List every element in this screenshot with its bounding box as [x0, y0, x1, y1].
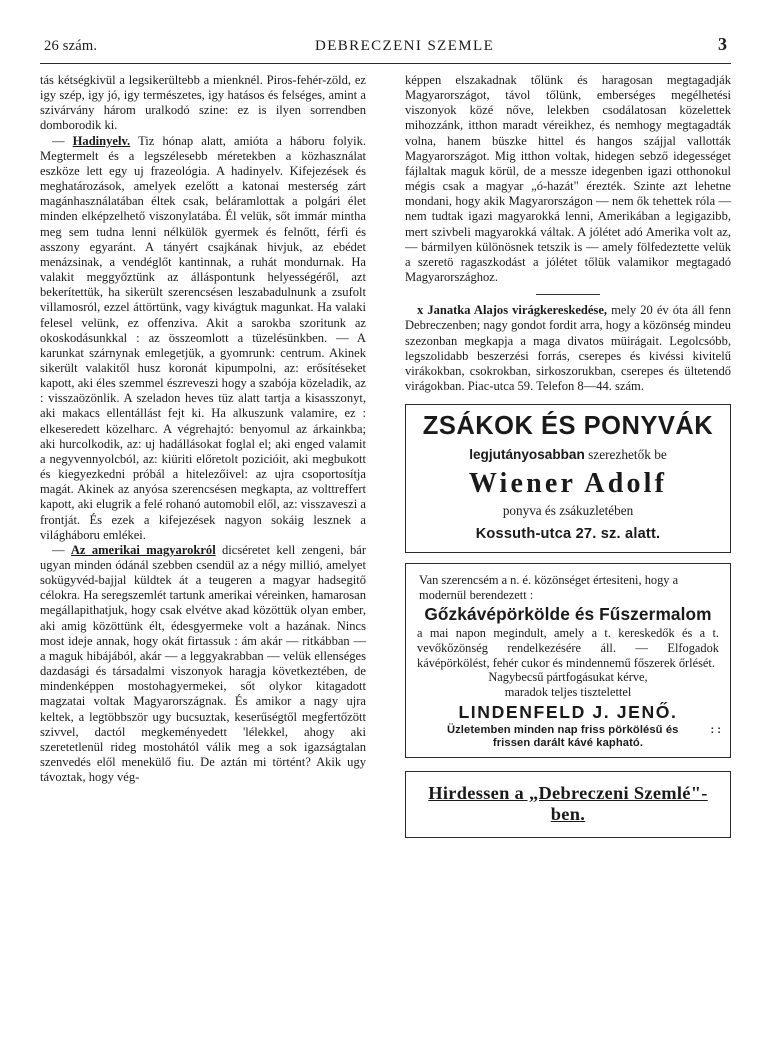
notice-body-janatka: mely 20 év óta áll fenn Debreczenben; nagy gondot fordit arra, hogy a közönség mindeu szezonban megkapja a maga divatos müirágait. Legolcsóbb, legszolidabb beszerzési forrás, cserepes és kivéssi kivitelű virákokban, csokrokban, sirkoszorukban, cserepes és ültetendő virágokban. Piac-utca 59. Telefon 8—44. szám.	[405, 303, 732, 393]
advertisement-hirdessen[interactable]	[405, 771, 731, 838]
paragraph-continued: tás kétségkivül a legsikerültebb a mienknél. Piros-fehér-zöld, ez igy szép, igy jó, igy természetes, igy hatásos és felséges, amint a szivárvány három uralkodó szine: ez is ilyen sorrendben domborodik ki.	[40, 73, 366, 133]
ad-tagline-rest: szerezhetők be	[588, 446, 667, 462]
column-container	[40, 73, 731, 1025]
ad-tagline	[412, 447, 724, 463]
ad-merchant-name: Wiener Adolf	[468, 467, 668, 499]
ad-closing-line-1: Nagybecsű pártfogásukat kérve,	[488, 670, 648, 685]
ad-body-text: a mai napon megindult, amely a t. kereskedők és a t. vevőkőzönség rendelkezésére áll. — Elfogadok kávépörkölést, fehér cukor és mindennemű főszerek őrlését.	[417, 626, 719, 670]
ad-headline-gozkave: Gőzkávépörkölde és Fűszermalom	[424, 604, 712, 625]
advertisement-zsakok-ponyvak[interactable]	[405, 404, 731, 553]
column-gutter	[379, 73, 392, 1025]
ad-footer-line-2: frissen darált kávé kapható.	[492, 737, 644, 750]
left-column	[40, 73, 379, 1025]
ad-intro-text: Van szerencsém a n. é. közönséget értesiteni, hogy a modernül berendezett :	[419, 573, 679, 602]
notice-lead-janatka: x Janatka Alajos virágkereskedése,	[417, 303, 608, 318]
article-lead-amerikai: Az amerikai magyarokról	[70, 542, 216, 557]
ad-body-gozkave	[415, 626, 721, 699]
article-hadinyelv	[40, 134, 366, 543]
ad-selfpromo-text: Hirdessen a „Debreczeni Szemlé"-ben.	[428, 783, 708, 825]
ad-closing-line-2: maradok teljes tisztelettel	[504, 684, 632, 699]
ad-merchant-address: Kossuth-utca 27. sz. alatt.	[475, 526, 661, 543]
issue-number: 26 szám.	[44, 38, 98, 54]
masthead	[40, 34, 731, 64]
article-amerikai-magyarokrol	[40, 543, 366, 786]
ad-footer-gozkave	[415, 724, 721, 750]
article-body-hadinyelv: Tiz hónap alatt, amióta a háboru folyik. Megtermelt és a legszélesebb méretekben a közhasználat eszköze lett egy uj frazeológia. A hadinyelv. Kifejezések és meghatározások, amelyek ezelőtt a katonai mesterség zárt magánhasználatában éltek csak, beláramlottak a polgári élet minden elképzelhető viszonylatába. Él velük, sőt immár mintha meg sem tudna lenni nélkülök gyermek és felnőtt, férfi és asszony egyaránt. A tányért csajkának hivjuk, az ebédet menázsinak, a vendéglőt kantinnak, a ruhát mondurnak. Ha valakit meggyőztünk az álláspontunk helyességéről, azt bekerítettük, ha sikerült szerencsésen leszabadulnunk a zsufolt villamosról, ezzel áttörtünk, vagy kivágtuk magunkat. Ha valaki felesel velünk, ez offenziva. Akit a sarokba szoritunk az okoskodásunkkal : az összeomlott a tüzelésünkben. — A karunkat szárnynak emlegetjük, a gyomrunk: centrum. Akinek sikerült valakitől husz koronát kipumpolni, az: erősítéseket kapott, aki éles szemmel észreveszi hogy a szabója közeladik, az : visszaözönlik. A szeladon heves tüz alatt tartja a kisasszonyt, aki makacs ellentállást fejt ki. Ha alkuszunk valamire, ez : elkeseredett közelharc. A végrehajtó: benyomul az árkainkba; aki hurcolkodik, az: uj hadállásokat foglal el; aki enged valamit a negyvennyolcból, az: kiüriti előretolt pozicióit, aki megbukott és kiegyezkedni próbál a hitelezőivel: az ujra csoportosítja magát. Akinek az anyósa szerencsésen megkapta, az volttreffert kapott, aki elugrik a felé rohanó automobil elől, az: visszaveszi a frontját. És ezek a kifejezések nagyon sokáig lesznek a világháboru emlékei.	[40, 133, 366, 542]
article-lead-hadinyelv: Hadinyelv.	[72, 133, 131, 148]
right-column	[392, 73, 731, 1025]
publication-title: DEBRECZENI SZEMLE	[314, 38, 495, 54]
article-body-amerikai: dicséretet kell zengeni, bár ugyan minden ódánál szebben csendül az a négy millió, amelyet sokügyvéd-bajjal küldtek át a teugeren a magyar hadsegitő célokra. Ha seregszemlét tartunk amerikai véreinken, hamarosan megállapithatjuk, hogy csak elvétve akad közöttük olyan ember, aki amig közöttünk élt, édesgyermeke volt a hazának. Nincs most ideje annak, hogy okát firtassuk : ám akár — ritkábban — a maguk hibájából, akár — a leggyakrabban — velük ellenséges dazdasági és társadalmi viszonyok haragja következtében, de mindenképpen mostohagyermekei, sőt olykor kitagadott magzatai voltak Magyarországnak. És amikor a nagy ujra keltek, a legtöbbször ugy bucsuztak, keserűségtől megfertőzött szivvel, dactól megkeményedett 'lélekkel, ahogy aki szeretetlenül rideg mostohától válik meg a sok igazságtalan szenvedés elől menekülő fiu. De aztán mi történt? Akik ugy távoztak, hogy vég-	[40, 542, 367, 785]
section-divider	[536, 294, 600, 295]
ad-footer-mark: : :	[710, 724, 721, 737]
ad-footer-line-1: Üzletemben minden nap friss pörkölésű és	[446, 724, 679, 737]
ad-tagline-bold: legjutányosabban	[469, 446, 585, 462]
page-number: 3	[718, 34, 727, 54]
ad-headline: ZSÁKOK ÉS PONYVÁK	[422, 412, 714, 441]
advertisement-gozkavepörkölde[interactable]	[405, 563, 731, 758]
paragraph-continued-right: képpen elszakadnak tőlünk és haragosan megtagadják Magyarországot, távol tőlünk, emberséges megélhetési viszonyok közé nőve, lelekben csodálatosan közelettek mihozzánk, itthon maradt véreikhez, és nemhogy megtagadták volna, hanem büszke hittel és hangos szájjal vallották Magyarországot. Mig itthon voltak, hidegen sebző idegességet fájlaltak maguk körül, de a messze idegenben igazi otthonokul mégis csak a magyar „ó-hazát" érezték. Szinte azt lehetne mondani, hogy akik Magyarországon — nem ők tehettek róla — nem tudtak igazi magyarokká lenni, Amerikában a legigazibb, mert szivbeli magyarokká váltak. A jólétet adó Amerika volt az, — bármilyen különösnek tetszik is — amely fölfedeztette velük a szeretö ragaszkodást a jólétet tőlük valamikor megtagadó Magyarországhoz.	[405, 73, 731, 285]
notice-janatka	[405, 303, 731, 394]
ad-merchant-desc: ponyva és zsákuzletében	[502, 503, 634, 519]
ad-merchant-name-gozkave: LINDENFELD J. JENŐ.	[458, 702, 678, 723]
